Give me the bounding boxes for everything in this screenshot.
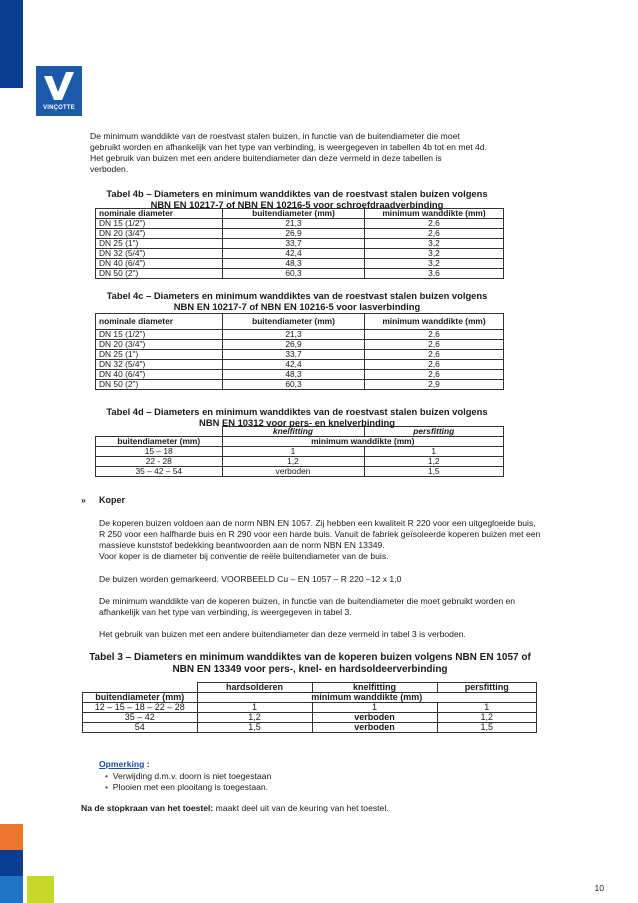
- check-mark-icon: [42, 70, 76, 104]
- table-4d: [95, 426, 504, 477]
- table-header-row: [96, 427, 504, 437]
- column-header: minimum wanddikte (mm): [365, 209, 504, 219]
- brand-stripe-blue: [0, 850, 23, 876]
- table-4c: [95, 313, 504, 390]
- table-4d-caption: Tabel 4d – Diameters en minimum wanddiktes van de roestvast stalen buizen volgens NBN EN 10312 voor pers- en knelverbinding: [106, 406, 488, 428]
- intro-line: Het gebruik van buizen met een andere buitendiameter dan deze vermeld in deze tabellen is: [90, 153, 442, 163]
- intro-line: De minimum wanddikte van de roestvast stalen buizen, in functie van de buitendiameter die moet: [90, 131, 460, 141]
- column-header: nominale diameter: [96, 209, 223, 219]
- section-title: Koper: [99, 495, 126, 505]
- table-row: DN 20 (3/4") 26,9 2,6: [96, 229, 504, 239]
- remark-heading: Opmerking :: [99, 759, 150, 769]
- page-number: 10: [594, 883, 604, 893]
- column-header: nominale diameter: [96, 314, 223, 330]
- table-row: 22 - 28 1,2 1,2: [96, 457, 504, 467]
- koper-paragraph-3: De minimum wanddikte van de koperen buizen, in functie van de buitendiameter die moet gebruikt worden en afhankelijk van het type van verbinding, is weergegeven in tabel 3.: [99, 596, 516, 617]
- table-row: DN 15 (1/2") 21,3 2,6: [96, 219, 504, 229]
- footer-note: Na de stopkraan van het toestel: maakt deel uit van de keuring van het toestel.: [81, 803, 389, 813]
- list-item: • Plooien met een plooitang is toegestaan.: [105, 782, 269, 792]
- table-4b: [95, 208, 504, 279]
- bullet-icon: •: [105, 771, 109, 781]
- intro-paragraph: [90, 131, 487, 175]
- intro-line: verboden.: [90, 164, 129, 174]
- column-header: persfitting: [364, 427, 504, 437]
- list-item: • Verwijding d.m.v. doorn is niet toegestaan: [105, 771, 272, 781]
- logo-text: VINÇOTTE: [43, 105, 75, 111]
- table-row: 12 – 15 – 18 – 22 – 28 1 1 1: [83, 703, 537, 713]
- column-header: knelfitting: [312, 683, 437, 693]
- intro-line: gebruikt worden en afhankelijk van het type van verbinding, is weergegeven in tabellen 4b tot en met 4d.: [90, 142, 487, 152]
- table-4c-caption: Tabel 4c – Diameters en minimum wanddiktes van de roestvast stalen buizen volgens NBN EN 10217-7 of NBN EN 10216-5 voor lasverbinding: [106, 290, 488, 312]
- brand-stripe-lightblue: [0, 876, 23, 903]
- table-row: DN 32 (5/4") 42,4 2,6: [96, 360, 504, 370]
- koper-paragraph-1: De koperen buizen voldoen aan de norm NBN EN 1057. Zij hebben een kwaliteit R 220 voor een uitgegloeide buis, R 250 voor een halfharde buis en R 290 voor een harde buis. Vanuit de fabriek geïsoleerde koperen buizen met een massieve kunststof bedekking beantwoorden aan de norm NBN EN 13349. Voor koper is de diameter bij conventie de reële buitendiameter van de buis.: [99, 518, 541, 561]
- brand-stripe-top: [0, 0, 23, 88]
- brand-stripe-orange: [0, 824, 23, 850]
- column-header: buitendiameter (mm): [223, 314, 365, 330]
- table-row: DN 20 (3/4") 26,9 2,6: [96, 340, 504, 350]
- table-3-caption: Tabel 3 – Diameters en minimum wanddiktes van de koperen buizen volgens NBN EN 1057 of NBN EN 13349 voor pers-, knel- en hardsoldeerverbinding: [89, 652, 531, 675]
- column-header: hardsolderen: [197, 683, 312, 693]
- column-header: buitendiameter (mm): [223, 209, 365, 219]
- brand-stripe-lime: [27, 876, 54, 903]
- table-row: DN 50 (2") 60,3 2,9: [96, 380, 504, 390]
- row-header: buitendiameter (mm): [83, 693, 198, 703]
- table-row: DN 40 (6/4") 48,3 3,2: [96, 259, 504, 269]
- koper-paragraph-2: De buizen worden gemarkeerd. VOORBEELD Cu – EN 1057 – R 220 –12 x 1,0: [99, 574, 402, 584]
- section-marker: »: [81, 495, 86, 505]
- table-row: 35 – 42 1,2 verboden 1,2: [83, 713, 537, 723]
- table-header-row: [83, 683, 537, 693]
- bullet-icon: •: [105, 782, 109, 792]
- table-row: DN 50 (2") 60,3 3,6: [96, 269, 504, 279]
- koper-paragraph-4: Het gebruik van buizen met een andere buitendiameter dan deze vermeld in tabel 3 is verboden.: [99, 629, 466, 639]
- table-subheader-row: [96, 437, 504, 447]
- table-4b-caption: Tabel 4b – Diameters en minimum wanddiktes van de roestvast stalen buizen volgens NBN EN 10217-7 of NBN EN 10216-5 voor schroefdraadverbinding: [106, 188, 488, 210]
- vincotte-logo: [36, 66, 82, 116]
- table-3: [82, 682, 537, 733]
- table-row: DN 32 (5/4") 42,4 3,2: [96, 249, 504, 259]
- remark-link[interactable]: Opmerking: [99, 759, 145, 769]
- table-row: DN 40 (6/4") 48,3 2,6: [96, 370, 504, 380]
- column-header: minimum wanddikte (mm): [365, 314, 504, 330]
- column-header: persfitting: [437, 683, 537, 693]
- table-row: 54 1,5 verboden 1,5: [83, 723, 537, 733]
- table-row: DN 25 (1") 33,7 3,2: [96, 239, 504, 249]
- subheader: minimum wanddikte (mm): [197, 693, 537, 703]
- subheader: minimum wanddikte (mm): [222, 437, 504, 447]
- table-row: DN 15 (1/2") 21,3 2,6: [96, 330, 504, 340]
- table-subheader-row: [83, 693, 537, 703]
- table-row: DN 25 (1") 33,7 2,6: [96, 350, 504, 360]
- column-header: knelfitting: [222, 427, 364, 437]
- table-header-row: [96, 209, 504, 219]
- table-row: 15 – 18 1 1: [96, 447, 504, 457]
- table-header-row: [96, 314, 504, 330]
- row-header: buitendiameter (mm): [96, 437, 223, 447]
- table-row: 35 – 42 – 54 verboden 1,5: [96, 467, 504, 477]
